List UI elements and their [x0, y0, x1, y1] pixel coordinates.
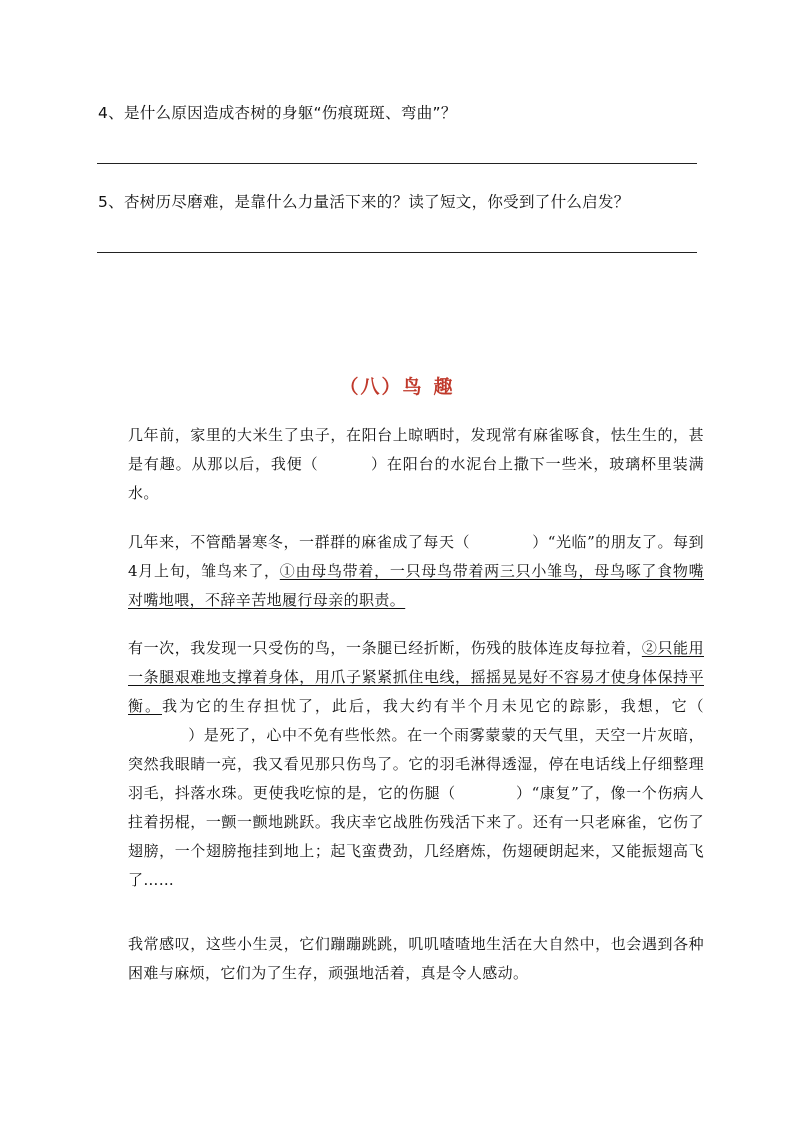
- question-4: 4、是什么原因造成杏树的身躯“伤痕斑斑、弯曲”？: [98, 104, 457, 122]
- section-title: [0, 372, 794, 399]
- p3-text-a: 有一次，我发现一只受伤的鸟，一条腿已经折断，伤残的肢体连皮每拉着，: [128, 639, 642, 657]
- question-5: 5、杏树历尽磨难，是靠什么力量活下来的？读了短文，你受到了什么启发？: [98, 193, 630, 211]
- paragraph-1: [98, 421, 704, 508]
- paragraph-4: [98, 930, 704, 988]
- p1-text-b: ）在阳台的水泥台上撒下一些米，玻璃杯里装满水。: [128, 455, 704, 502]
- p1-text-a: 几年前，家里的大米生了虫子，在阳台上晾晒时，发现常有麻雀啄食，怯生生的，甚是有趣。从那以后，我便（: [128, 426, 704, 473]
- underlined-sentence-1: ①由母鸟带着，一只母鸟带着两三只小雏鸟，母鸟啄了食物嘴对嘴地喂，不辞辛苦地履行母亲的职责。: [128, 562, 704, 609]
- paragraph-3: [98, 634, 704, 895]
- p3-text-b: 我为它的生存担忧了，此后，我大约有半个月未见它的踪影，我想，它（: [161, 697, 704, 715]
- answer-line-4[interactable]: [97, 163, 697, 164]
- section-title-part2: 趣: [433, 376, 455, 398]
- paragraph-2: [98, 528, 704, 615]
- section-title-part1: （八）鸟: [339, 376, 424, 398]
- p2-text-a: 几年来，不管酷暑寒冬，一群群的麻雀成了每天（: [128, 533, 471, 551]
- answer-line-5[interactable]: [97, 252, 697, 253]
- p2-text-b: ）“光临”的朋友了。每到4月上旬，雏鸟来了，: [128, 533, 704, 580]
- p4-text: 我常感叹，这些小生灵，它们蹦蹦跳跳，叽叽喳喳地生活在大自然中，也会遇到各种困难与麻烦，它们为了生存，顽强地活着，真是令人感动。: [128, 935, 704, 982]
- p3-text-d: ）“康复”了，像一个伤病人拄着拐棍，一颤一颤地跳跃。我庆幸它战胜伤残活下来了。还有一只老麻雀，它伤了翅膀，一个翅膀拖挂到地上；起飞蛮费劲，几经磨炼，伤翅硬朗起来，又能振翅高飞了……: [128, 784, 704, 889]
- underlined-sentence-2: ②只能用一条腿艰难地支撑着身体，用爪子紧紧抓住电线，摇摇晃晃好不容易才使身体保持平衡。: [128, 639, 704, 715]
- p3-text-c: ）是死了，心中不免有些怅然。在一个雨雾蒙蒙的天气里，天空一片灰暗，突然我眼睛一亮，我又看见那只伤鸟了。它的羽毛淋得透湿，停在电话线上仔细整理羽毛，抖落水珠。更使我吃惊的是，它的伤腿（: [128, 726, 704, 802]
